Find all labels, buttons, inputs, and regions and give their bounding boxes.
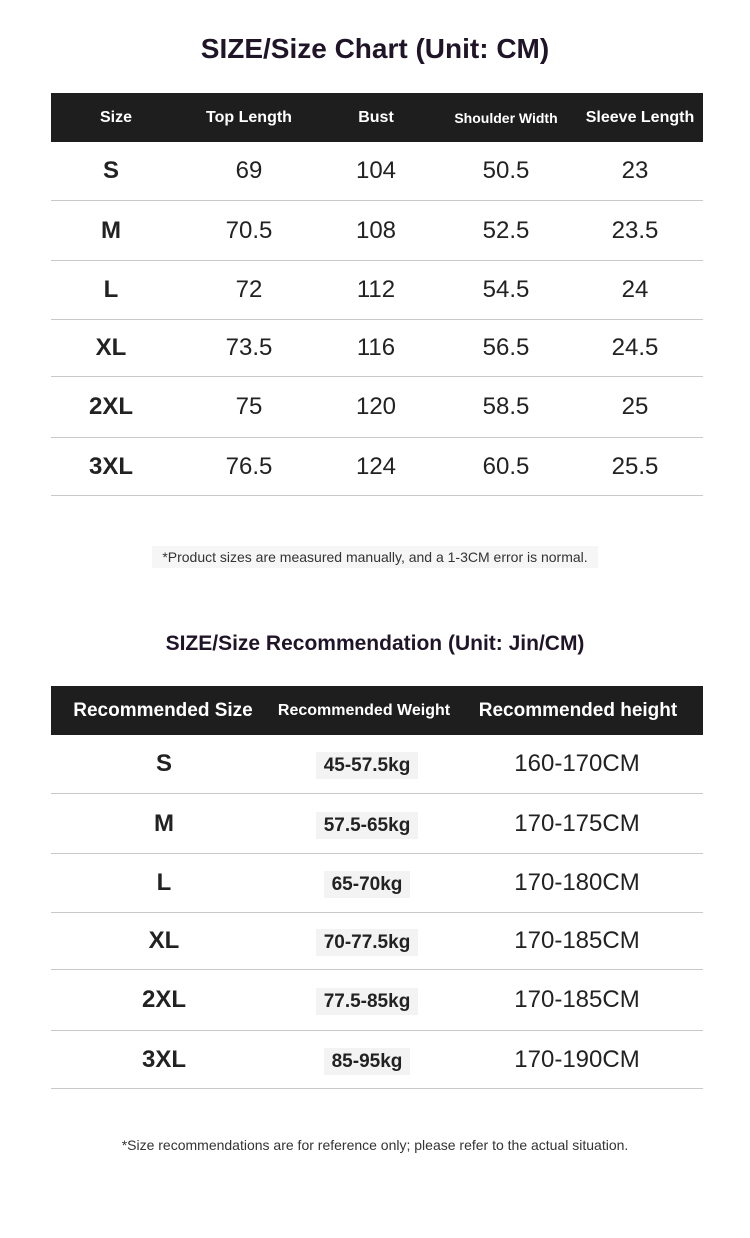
- height-cell: 170-185CM: [514, 986, 640, 1013]
- shoulder-width-cell: 60.5: [482, 452, 530, 480]
- table-row: [51, 320, 703, 377]
- size-cell: XL: [148, 927, 180, 954]
- size-cell: 2XL: [88, 393, 133, 420]
- sleeve-length-cell: 25.5: [611, 452, 659, 480]
- weight-value: 77.5-85kg: [316, 988, 419, 1015]
- size-cell: 3XL: [88, 452, 133, 480]
- size-cell: 3XL: [141, 1045, 186, 1073]
- shoulder-width-cell: 50.5: [482, 157, 530, 184]
- bust-cell: 124: [355, 452, 397, 480]
- sleeve-length-cell: 23.5: [611, 216, 659, 244]
- top-length-cell: 72: [235, 276, 263, 303]
- size-cell: 2XL: [141, 986, 186, 1013]
- size-chart-table: [51, 93, 703, 496]
- table-row: [51, 970, 703, 1031]
- header-size: Size: [99, 108, 132, 126]
- weight-value: 57.5-65kg: [316, 812, 419, 839]
- weight-value: 65-70kg: [324, 871, 411, 898]
- header-recommended-height: Recommended height: [478, 699, 678, 721]
- header-bust: Bust: [358, 108, 394, 126]
- weight-cell: [277, 750, 457, 778]
- height-cell: 170-190CM: [514, 1045, 640, 1073]
- sleeve-length-cell: 24.5: [611, 334, 659, 361]
- table-row: [51, 854, 703, 913]
- weight-value: 85-95kg: [324, 1048, 411, 1075]
- table-row: [51, 438, 703, 496]
- shoulder-width-cell: 56.5: [482, 334, 530, 361]
- table-row: [51, 913, 703, 970]
- recommendation-note: [0, 1137, 750, 1153]
- shoulder-width-cell: 54.5: [482, 276, 530, 303]
- size-chart-note-text: *Product sizes are measured manually, and a 1-3CM error is normal.: [152, 546, 597, 568]
- sleeve-length-cell: 25: [621, 393, 649, 420]
- bust-cell: 108: [355, 216, 397, 244]
- recommendation-note-text: *Size recommendations are for reference only; please refer to the actual situation.: [121, 1137, 629, 1153]
- header-sleeve-length: Sleeve Length: [585, 108, 695, 126]
- header-recommended-size: Recommended Size: [73, 699, 253, 721]
- size-cell: L: [156, 869, 172, 896]
- size-cell: XL: [95, 334, 127, 361]
- table-row: [51, 142, 703, 201]
- recommendation-header: [51, 686, 703, 735]
- header-top-length: Top Length: [206, 108, 292, 126]
- top-length-cell: 75: [235, 393, 263, 420]
- size-chart-header: [51, 93, 703, 142]
- weight-cell: [277, 927, 457, 955]
- recommendation-table: [51, 686, 703, 1089]
- bust-cell: 112: [356, 276, 396, 303]
- table-row: [51, 735, 703, 794]
- table-row: [51, 1031, 703, 1089]
- weight-value: 45-57.5kg: [316, 752, 419, 779]
- top-length-cell: 76.5: [225, 452, 273, 480]
- size-chart-note: [0, 549, 750, 565]
- size-chart-title: SIZE/Size Chart (Unit: CM): [200, 33, 550, 64]
- height-cell: 160-170CM: [514, 750, 640, 777]
- sleeve-length-cell: 24: [621, 276, 649, 303]
- sleeve-length-cell: 23: [621, 157, 649, 184]
- table-row: [51, 261, 703, 320]
- height-cell: 170-180CM: [514, 869, 640, 896]
- header-shoulder-width: Shoulder Width: [454, 109, 558, 126]
- top-length-cell: 69: [235, 157, 263, 184]
- size-cell: S: [155, 750, 172, 777]
- height-cell: 170-175CM: [514, 809, 640, 837]
- recommendation-title: SIZE/Size Recommendation (Unit: Jin/CM): [165, 632, 585, 655]
- table-row: [51, 794, 703, 854]
- header-recommended-weight: Recommended Weight: [277, 701, 451, 719]
- bust-cell: 120: [355, 393, 397, 420]
- height-cell: 170-185CM: [514, 927, 640, 954]
- shoulder-width-cell: 52.5: [482, 216, 530, 244]
- table-row: [51, 377, 703, 438]
- weight-cell: [277, 869, 457, 897]
- weight-cell: [277, 986, 457, 1014]
- top-length-cell: 73.5: [225, 334, 273, 361]
- bust-cell: 104: [355, 157, 397, 184]
- weight-cell: [277, 1046, 457, 1074]
- size-cell: M: [154, 809, 174, 837]
- size-cell: S: [102, 157, 119, 184]
- bust-cell: 116: [356, 334, 396, 361]
- size-cell: M: [101, 216, 121, 244]
- top-length-cell: 70.5: [225, 216, 273, 244]
- weight-cell: [277, 810, 457, 838]
- size-cell: L: [103, 276, 119, 303]
- shoulder-width-cell: 58.5: [482, 393, 530, 420]
- table-row: [51, 201, 703, 261]
- weight-value: 70-77.5kg: [316, 929, 419, 956]
